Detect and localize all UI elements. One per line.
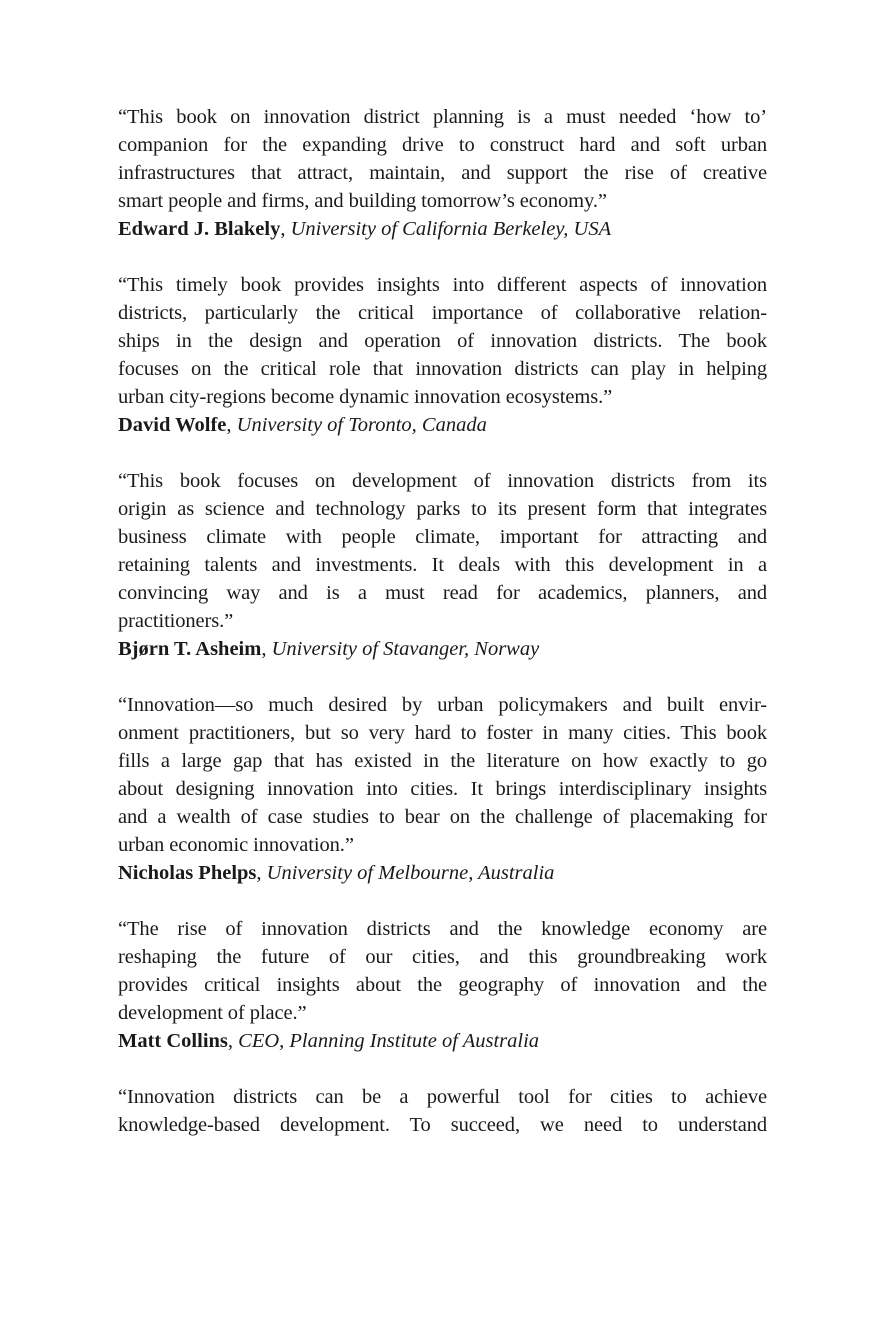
attribution (118, 215, 767, 243)
quote-line: urban city-regions become dynamic innovation ecosystems.” (118, 386, 613, 408)
quote-line: infrastructures that attract, maintain, and support the rise of creative (118, 162, 767, 184)
author-name: Nicholas Phelps (118, 862, 257, 884)
endorsement-blurb (118, 1083, 767, 1139)
endorsements-page (118, 103, 767, 1167)
endorsement-blurb (118, 915, 767, 1055)
author-affiliation: University of Melbourne, Australia (266, 862, 555, 884)
author-name: Matt Collins (118, 1030, 228, 1052)
quote-line: companion for the expanding drive to construct hard and soft urban (118, 134, 767, 156)
quote-line: fills a large gap that has existed in the literature on how exactly to go (118, 750, 767, 772)
author-name: Bjørn T. Asheim (118, 638, 262, 660)
endorsement-blurb (118, 467, 767, 663)
attribution (118, 1027, 767, 1055)
quote-line: practitioners.” (118, 610, 234, 632)
author-name: Edward J. Blakely (118, 218, 281, 240)
attribution (118, 635, 767, 663)
quote-line: about designing innovation into cities. It brings interdisciplinary insights (118, 778, 767, 800)
attribution (118, 859, 767, 887)
quote-line: business climate with people climate, important for attracting and (118, 526, 767, 548)
quote-line: smart people and firms, and building tomorrow’s economy.” (118, 190, 607, 212)
attribution-separator: , (227, 1030, 239, 1052)
author-affiliation: University of Stavanger, Norway (271, 638, 540, 660)
attribution-separator: , (256, 862, 267, 884)
quote-line: “This book focuses on development of innovation districts from its (118, 470, 767, 492)
quote-line: ships in the design and operation of innovation districts. The book (118, 330, 767, 352)
attribution-separator: , (261, 638, 272, 660)
quote-line: and a wealth of case studies to bear on the challenge of placemaking for (118, 806, 767, 828)
quote-line: focuses on the critical role that innovation districts can play in helping (118, 358, 767, 380)
quote-line: “The rise of innovation districts and the knowledge economy are (118, 918, 767, 940)
quote-line: knowledge-based development. To succeed, we need to understand (118, 1114, 767, 1136)
quote-line: retaining talents and investments. It deals with this development in a (118, 554, 767, 576)
attribution-separator: , (280, 218, 291, 240)
author-affiliation: CEO, Planning Institute of Australia (238, 1030, 540, 1052)
quote-line: provides critical insights about the geography of innovation and the (118, 974, 767, 996)
quote-line: “This book on innovation district planning is a must needed ‘how to’ (118, 106, 767, 128)
endorsement-blurb (118, 103, 767, 243)
quote-line: development of place.” (118, 1002, 307, 1024)
attribution (118, 411, 767, 439)
quote-line: districts, particularly the critical importance of collaborative relation- (118, 302, 767, 324)
endorsement-blurb (118, 271, 767, 439)
author-affiliation: University of California Berkeley, USA (290, 218, 612, 240)
quote-line: reshaping the future of our cities, and this groundbreaking work (118, 946, 767, 968)
quote-line: onment practitioners, but so very hard to foster in many cities. This book (118, 722, 767, 744)
quote-line: “Innovation—so much desired by urban policymakers and built envir- (118, 694, 767, 716)
quote-line: “This timely book provides insights into different aspects of innovation (118, 274, 767, 296)
quote-line: convincing way and is a must read for academics, planners, and (118, 582, 767, 604)
author-name: David Wolfe (118, 414, 227, 436)
author-affiliation: University of Toronto, Canada (236, 414, 487, 436)
attribution-separator: , (226, 414, 237, 436)
quote-line: urban economic innovation.” (118, 834, 354, 856)
quote-line: “Innovation districts can be a powerful tool for cities to achieve (118, 1086, 767, 1108)
quote-line: origin as science and technology parks to its present form that integrates (118, 498, 767, 520)
endorsement-blurb (118, 691, 767, 887)
